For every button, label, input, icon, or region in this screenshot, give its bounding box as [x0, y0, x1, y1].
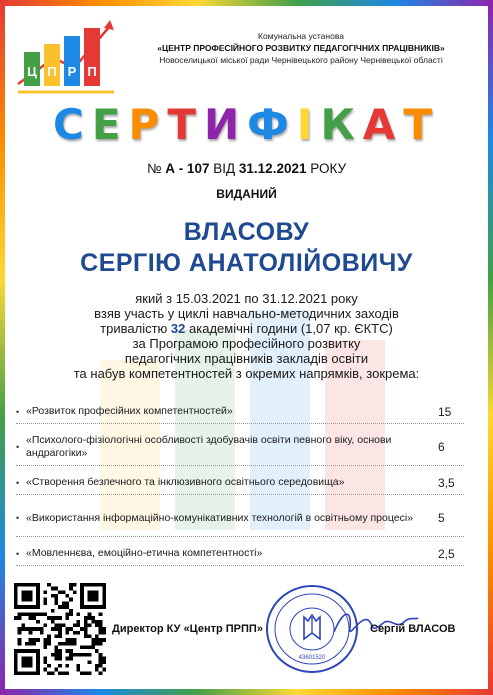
list-item — [16, 475, 464, 495]
body-line-2: взяв участь у циклі навчально-методичних заходів — [94, 306, 399, 321]
director-title: Директор КУ «Центр ПРПП» — [112, 623, 263, 635]
svg-text:Р: Р — [67, 64, 77, 79]
competency-name: «Психолого-фізіологічні особливості здобувачів освіти певного віку, основи андрагогіки» — [26, 434, 392, 459]
year-label: РОКУ — [310, 161, 347, 176]
recipient-name — [0, 217, 493, 279]
certificate-number: А - 107 — [165, 161, 210, 176]
certificate-date: 31.12.2021 — [238, 161, 307, 176]
list-item — [16, 433, 464, 466]
title-letter: К — [320, 100, 363, 149]
title-letter: С — [53, 100, 92, 149]
frame-bottom — [0, 689, 493, 695]
title-letter: І — [296, 100, 321, 149]
competency-hours: 6 — [438, 440, 445, 454]
header-line-2: «ЦЕНТР ПРОФЕСІЙНОГО РОЗВИТКУ ПЕДАГОГІЧНИХ ПРАЦІВНИКІВ» — [157, 43, 445, 53]
header-line-1: Комунальна установа — [258, 31, 344, 41]
competency-list — [16, 404, 464, 566]
title-letter: Т — [167, 100, 204, 149]
qr-code-icon — [14, 583, 106, 675]
body-line-1: який з 15.03.2021 по 31.12.2021 року — [135, 291, 358, 306]
competency-hours: 15 — [438, 404, 452, 419]
issued-label: ВИДАНИЙ — [216, 187, 277, 201]
competency-hours: 3,5 — [438, 475, 455, 490]
list-item — [16, 504, 464, 537]
recipient-surname: ВЛАСОВУ — [183, 218, 310, 246]
svg-text:П: П — [87, 64, 97, 79]
body-line-6: та набув компетентностей з окремих напрямків, зокрема: — [73, 366, 420, 381]
body-line-5: педагогічних працівників закладів освіти — [124, 351, 369, 366]
list-item — [16, 546, 464, 566]
frame-top — [0, 0, 493, 6]
title-letter: И — [204, 100, 248, 149]
stamp-code: 43601520 — [298, 655, 326, 661]
number-prefix: № — [146, 161, 162, 176]
competency-hours: 5 — [438, 511, 445, 525]
title-letter: Е — [91, 100, 129, 149]
list-bullet: • — [16, 548, 20, 559]
recipient-given-names: СЕРГІЮ АНАТОЛІЙОВИЧУ — [80, 249, 413, 277]
duration-label: тривалістю — [100, 321, 168, 336]
body-line-3 — [30, 321, 463, 336]
svg-text:П: П — [47, 64, 57, 79]
title-letter: А — [362, 100, 404, 149]
competency-name: «Мовленнєва, емоційно-етична компетентності» — [26, 547, 263, 559]
competency-name: «Розвиток професійних компетентностей» — [26, 405, 233, 417]
competency-name: «Використання інформаційно-комунікативних технологій в освітньому процесі» — [26, 511, 414, 524]
from-label: ВІД — [213, 161, 236, 176]
signer-name: Сергій ВЛАСОВ — [370, 623, 456, 635]
certificate-number-line — [0, 161, 493, 176]
certificate-body — [30, 291, 463, 381]
body-line-4: за Програмою професійного розвитку — [132, 336, 361, 351]
svg-text:Ц: Ц — [27, 64, 37, 79]
competency-name: «Створення безпечного та інклюзивного освітнього середовища» — [26, 476, 345, 488]
list-bullet: • — [16, 477, 20, 488]
competency-hours: 2,5 — [438, 546, 455, 561]
center-logo-icon — [14, 12, 120, 98]
title-letter: Р — [128, 100, 168, 149]
title-letter: Т — [403, 100, 440, 149]
duration-unit: академічні години (1,07 кр. ЄКТС) — [189, 321, 393, 336]
list-bullet: • — [16, 406, 20, 417]
list-item — [16, 404, 464, 424]
title-letter: Ф — [247, 100, 297, 149]
total-hours: 32 — [170, 321, 186, 336]
certificate-title — [0, 100, 493, 149]
institution-header — [120, 30, 482, 66]
header-line-3: Новоселицької міської ради Чернівецького району Чернівецької області — [159, 55, 443, 65]
list-bullet: • — [16, 442, 20, 452]
list-bullet: • — [16, 513, 20, 523]
